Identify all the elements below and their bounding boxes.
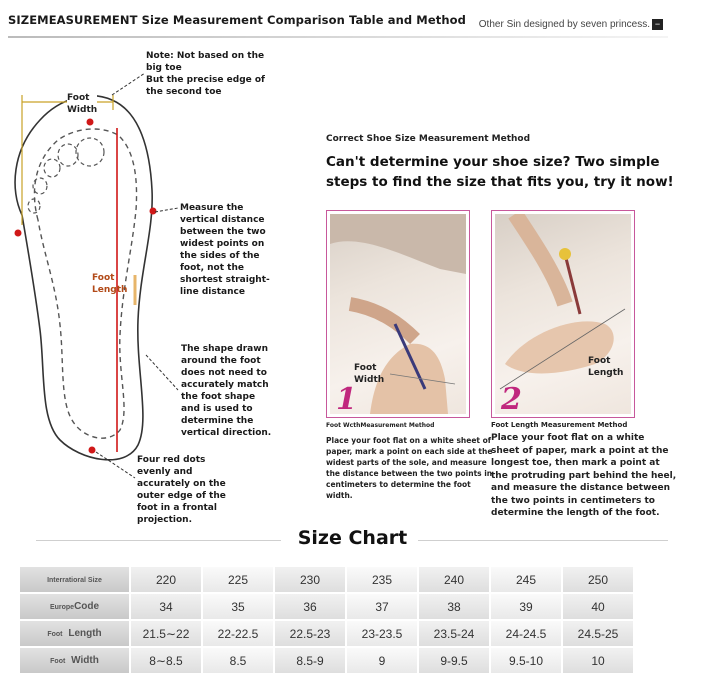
table-cell: 22-22.5 xyxy=(203,621,273,646)
table-row xyxy=(20,567,633,592)
note-shape: The shape drawn around the foot does not need to accurately match the foot shape and is used to determine the vertical direction. xyxy=(181,344,272,438)
toe-2 xyxy=(58,144,78,166)
step1-photo xyxy=(326,210,470,418)
note-red-dots: Four red dots evenly and accurately on the outer edge of the foot in a frontal projection. xyxy=(137,455,226,525)
page-title: SIZEMEASUREMENT Size Measurement Comparison Table and Method xyxy=(8,13,466,27)
row-header: EuropeCode xyxy=(20,594,129,619)
step2-photo xyxy=(491,210,635,418)
size-chart-title: Size Chart xyxy=(297,527,408,549)
designer-credit: Other Sin designed by seven princess. xyxy=(478,19,650,30)
method-headline: Can't determine your shoe size? Two simple steps to find the size that fits you, try it now! xyxy=(326,154,674,190)
table-cell: 8.5 xyxy=(203,648,273,673)
method-title: Correct Shoe Size Measurement Method xyxy=(326,134,531,144)
note-vertical-distance: Measure the vertical distance between the two widest points on the sides of the foot, not the shortest straight- line distance xyxy=(180,203,270,297)
red-dot xyxy=(87,119,94,126)
table-cell: 22.5-23 xyxy=(275,621,345,646)
table-row xyxy=(20,594,633,619)
step1-number: 1 xyxy=(336,382,357,414)
table-cell: 245 xyxy=(491,567,561,592)
table-cell: 235 xyxy=(347,567,417,592)
table-cell: 35 xyxy=(203,594,273,619)
table-cell: 23.5-24 xyxy=(419,621,489,646)
table-cell: 8∼8.5 xyxy=(131,648,201,673)
red-dot xyxy=(150,208,157,215)
table-cell: 9-9.5 xyxy=(419,648,489,673)
foot-width-label: Foot Width xyxy=(67,93,98,115)
step1-photo-label: Foot Width xyxy=(354,363,385,385)
table-cell: 9 xyxy=(347,648,417,673)
table-cell: 39 xyxy=(491,594,561,619)
table-cell: 8.5-9 xyxy=(275,648,345,673)
minus-box-icon: − xyxy=(652,19,663,30)
table-cell: 38 xyxy=(419,594,489,619)
row-header: Foot Length xyxy=(20,621,129,646)
note-top: Note: Not based on the big toe But the precise edge of the second toe xyxy=(146,51,265,97)
toe-5 xyxy=(28,199,40,213)
step1-caption: Foot WcthMeasurement Method xyxy=(326,422,435,429)
table-cell: 24-24.5 xyxy=(491,621,561,646)
table-cell: 220 xyxy=(131,567,201,592)
table-cell: 37 xyxy=(347,594,417,619)
table-cell: 225 xyxy=(203,567,273,592)
toe-1 xyxy=(76,138,104,166)
step2-text: Place your foot flat on a white sheet of paper, mark a point at the longest toe, then mark a point at the protruding part behind the heel, and measure the distance between the two points in centimeters to determine the length of the foot. xyxy=(491,433,677,518)
toe-4 xyxy=(33,178,47,194)
step2-photo-label: Foot Length xyxy=(588,356,624,378)
red-dot xyxy=(15,230,22,237)
foot-outline xyxy=(15,96,152,460)
table-cell: 34 xyxy=(131,594,201,619)
table-cell: 40 xyxy=(563,594,633,619)
table-cell: 250 xyxy=(563,567,633,592)
table-cell: 230 xyxy=(275,567,345,592)
table-cell: 240 xyxy=(419,567,489,592)
table-cell: 9.5-10 xyxy=(491,648,561,673)
step1-text: Place your foot flat on a white sheet of paper, mark a point on each side at the widest parts of the sole, and measure the distance between the two points in centimeters to determine the foot width. xyxy=(326,436,493,500)
table-cell: 36 xyxy=(275,594,345,619)
foot-length-label: Foot Length xyxy=(92,273,128,295)
table-cell: 10 xyxy=(563,648,633,673)
header-divider xyxy=(8,36,668,38)
size-chart-table xyxy=(18,565,635,675)
toe-3 xyxy=(44,159,60,177)
red-dot xyxy=(89,447,96,454)
table-cell: 24.5-25 xyxy=(563,621,633,646)
table-cell: 21.5∼22 xyxy=(131,621,201,646)
step2-caption: Foot Length Measurement Method xyxy=(491,421,628,429)
table-cell: 23-23.5 xyxy=(347,621,417,646)
table-row xyxy=(20,621,633,646)
row-header: Interratioral Size xyxy=(20,567,129,592)
row-header: Foot Width xyxy=(20,648,129,673)
step2-number: 2 xyxy=(501,382,522,414)
table-row xyxy=(20,648,633,673)
